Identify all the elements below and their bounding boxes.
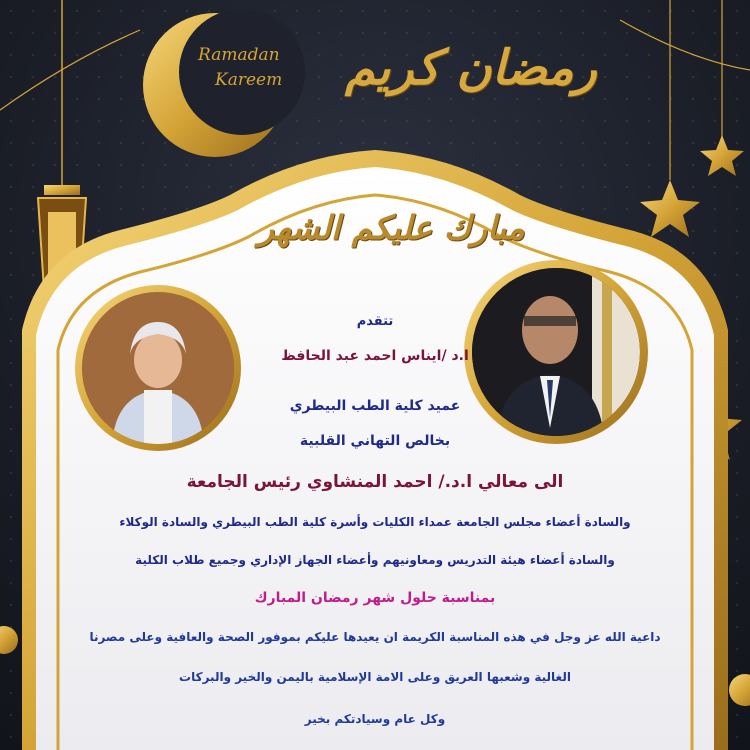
message-line-5: الى معالي ا.د./ احمد المنشاوي رئيس الجامعة: [186, 472, 564, 492]
message-line-3: عميد كلية الطب البيطري: [289, 398, 461, 414]
title-ramadan-kareem: رمضان كريم: [345, 40, 597, 96]
subtitle-mubarak: مبارك عليكم الشهر: [258, 208, 525, 247]
message-line-1: تتقدم: [356, 314, 394, 329]
moon-text-kareem: Kareem: [215, 70, 283, 90]
message-line-8: بمناسبة حلول شهر رمضان المبارك: [254, 590, 496, 606]
message-line-10: الغالية وشعبها العريق وعلى الامة الإسلامية باليمن والخير والبركات: [179, 670, 571, 684]
message-line-9: داعية الله عز وجل في هذه المناسبة الكريمة ان يعيدها عليكم بموفور الصحة والعافية وعلى مصرنا: [89, 630, 661, 644]
message-line-11: وكل عام وسيادتكم بخير: [304, 712, 446, 726]
message-line-7: والسادة أعضاء هيئة التدريس ومعاونيهم وأعضاء الجهاز الإداري وجميع طلاب الكلية: [135, 553, 615, 567]
moon-text-ramadan: Ramadan: [198, 45, 280, 65]
message-line-2: ا.د /ايناس احمد عبد الحافظ: [281, 348, 469, 364]
message-line-4: بخالص التهاني القلبية: [299, 433, 451, 449]
message-line-6: والسادة أعضاء مجلس الجامعة عمداء الكليات وأسرة كلية الطب البيطري والسادة الوكلاء: [119, 515, 631, 529]
